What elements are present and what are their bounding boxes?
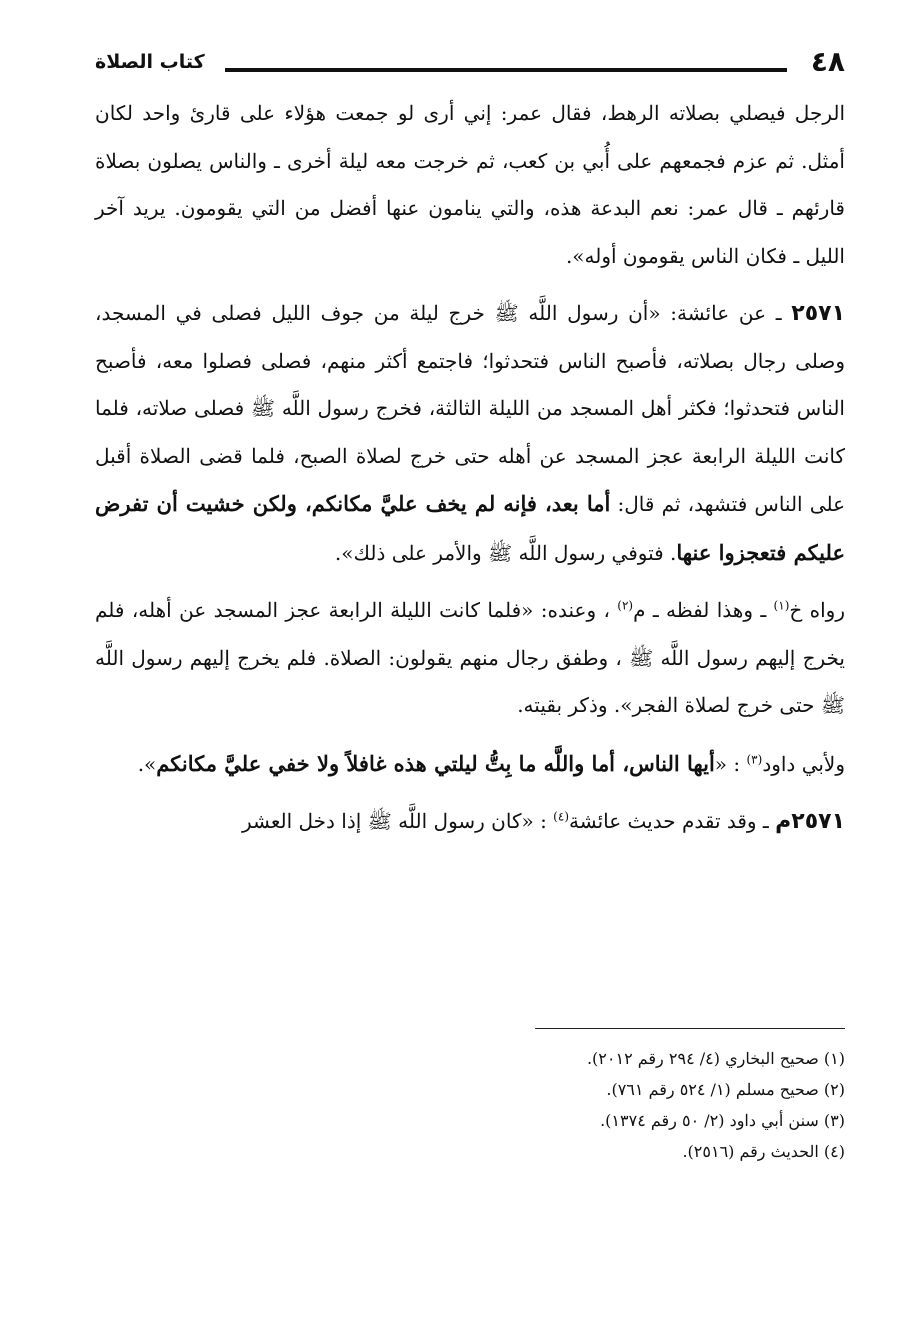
- hadith-quote-bold: أيها الناس، أما واللَّه ما بِتُّ ليلتي هذه غافلاً ولا خفي عليَّ مكانكم: [156, 750, 715, 776]
- narration-text: : «: [714, 751, 747, 776]
- hadith-text-tail: . فتوفي رسول اللَّه ﷺ والأمر على ذلك».: [334, 540, 677, 565]
- hadith-2571: [95, 290, 845, 577]
- hadith-number: ٢٥٧١: [791, 301, 845, 326]
- footnote-3: (٣) سنن أبي داود (٢/ ٥٠ رقم ١٣٧٤).: [600, 1111, 845, 1130]
- page-header: [95, 40, 845, 84]
- narration-text: ولأبي داود: [762, 751, 845, 776]
- footnote-ref-1[interactable]: (١): [773, 598, 790, 613]
- hadith-text: : «كان رسول اللَّه ﷺ إذا دخل العشر: [241, 809, 554, 833]
- footnotes: [95, 1043, 845, 1167]
- hadith-text: ـ وقد تقدم حديث عائشة: [569, 809, 776, 833]
- footnote-ref-3[interactable]: (٣): [746, 751, 763, 766]
- page-number: ٤٨: [810, 45, 845, 78]
- hadith-text: ـ عن عائشة: «أن رسول اللَّه ﷺ خرج ليلة من جوف الليل فصلى في المسجد، وصلى رجال بصلاته، فأصبح الناس فتحدثوا؛ فاجتمع أكثر منهم، فصلى فصلوا معه، فأصبح الناس فتحدثوا؛ فكثر أهل المسجد من الليلة الثالثة، فخرج رسول اللَّه ﷺ فصلى صلاته، فلما كانت الليلة الرابعة عجز المسجد عن أهله حتى خرج لصلاة الصبح، فلما قضى الصلاة أقبل على الناس فتشهد، ثم قال:: [95, 301, 846, 516]
- narration-text: رواه خ: [789, 598, 845, 622]
- footnote-2: (٢) صحيح مسلم (١/ ٥٢٤ رقم ٧٦١).: [606, 1080, 845, 1099]
- narration-text: ـ وهذا لفظه ـ م: [633, 598, 774, 622]
- hadith-number: ٢٥٧١م: [775, 809, 845, 834]
- book-page: [95, 40, 845, 1240]
- footnote-4: (٤) الحديث رقم (٢٥١٦).: [682, 1142, 845, 1161]
- footnote-ref-4[interactable]: (٤): [553, 809, 569, 824]
- running-title: كتاب الصلاة: [95, 51, 205, 73]
- footnote-divider: [535, 1028, 845, 1029]
- footnote-ref-2[interactable]: (٢): [617, 598, 634, 613]
- narration-text: ، وعنده: «فلما كانت الليلة الرابعة عجز المسجد عن أهله، فلم يخرج إليهم رسول اللَّه ﷺ ، وطفق رجال منهم يقولون: الصلاة. فلم يخرج إليهم رسول اللَّه ﷺ حتى خرج لصلاة الفجر». وذكر بقيته.: [95, 598, 845, 717]
- abu-dawud-narration: [95, 740, 845, 789]
- hadith-2571m: [95, 798, 845, 846]
- footnote-1: (١) صحيح البخاري (٤/ ٢٩٤ رقم ٢٠١٢).: [586, 1049, 845, 1068]
- narration-text: ».: [137, 751, 157, 776]
- body-text: [95, 90, 845, 846]
- narration-note: [95, 587, 845, 730]
- header-rule: [225, 68, 787, 72]
- paragraph-continuation: الرجل فيصلي بصلاته الرهط، فقال عمر: إني أرى لو جمعت هؤلاء على قارئ واحد لكان أمثل. ثم عزم فجمعهم على أُبي بن كعب، ثم خرجت معه ليلة أخرى ـ والناس يصلون بصلاة قارئهم ـ قال عمر: نعم البدعة هذه، والتي ينامون عنها أفضل من التي يقومون. يريد آخر الليل ـ فكان الناس يقومون أوله».: [95, 101, 845, 268]
- hadith-quote-bold: أما بعد، فإنه لم يخف عليَّ مكانكم، ولكن خشيت أن تفرض عليكم فتعجزوا عنها: [95, 491, 845, 565]
